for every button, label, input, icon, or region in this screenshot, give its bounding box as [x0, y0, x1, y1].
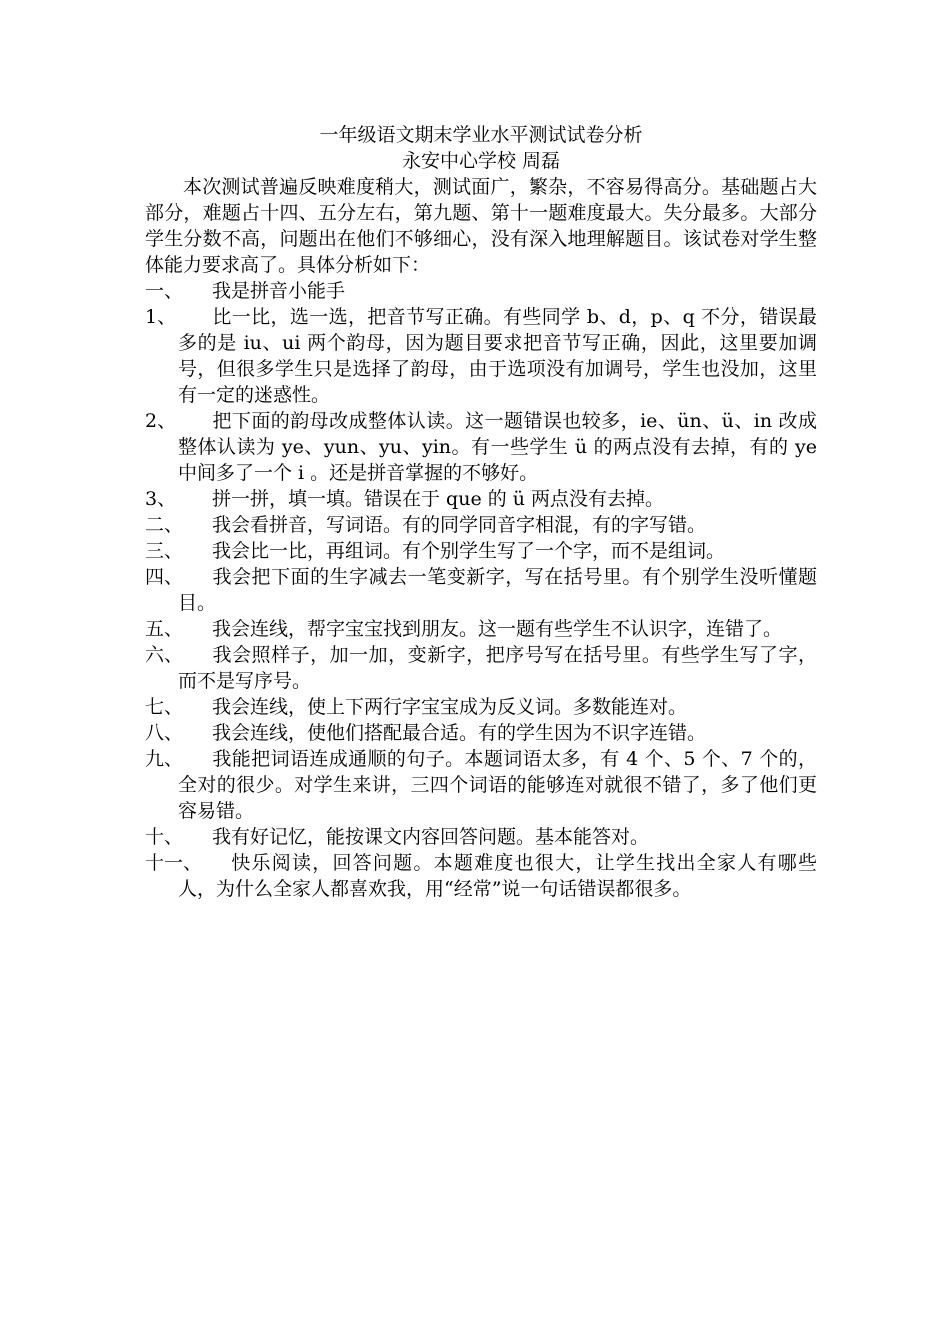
item-marker: 九、 [145, 748, 184, 770]
list-item [145, 564, 817, 616]
item-marker: 十、 [145, 826, 184, 848]
item-text: 我有好记忆，能按课文内容回答问题。基本能答对。 [212, 826, 650, 848]
list-item [145, 720, 817, 746]
item-marker: 2、 [145, 410, 177, 432]
list-item [145, 486, 817, 512]
item-text: 快乐阅读，回答问题。本题难度也很大，让学生找出全家人有哪些人，为什么全家人都喜欢我，用“经常”说一句话错误都很多。 [178, 852, 817, 900]
list-item [145, 824, 817, 850]
item-marker: 一、 [145, 280, 184, 302]
list-item [145, 746, 817, 824]
item-text: 拼一拼，填一填。错误在于 que 的 ü 两点没有去掉。 [212, 488, 665, 510]
item-marker: 十一、 [145, 852, 203, 874]
list-item [145, 616, 817, 642]
list-item [145, 304, 817, 408]
item-text: 我会连线，使他们搭配最合适。有的学生因为不识字连错。 [212, 722, 707, 744]
item-text: 我会把下面的生字减去一笔变新字，写在括号里。有个别学生没听懂题目。 [178, 566, 817, 614]
item-text: 我是拼音小能手 [212, 280, 346, 302]
item-marker: 七、 [145, 696, 184, 718]
item-marker: 四、 [145, 566, 184, 588]
document-page [145, 122, 817, 902]
item-text: 我能把词语连成通顺的句子。本题词语太多，有 4 个、5 个、7 个的，全对的很少。对学生来讲，三四个词语的能够连对就很不错了，多了他们更容易错。 [178, 748, 817, 822]
document-author: 永安中心学校 周磊 [401, 150, 561, 172]
item-marker: 1、 [145, 306, 177, 328]
list-item [145, 850, 817, 902]
item-marker: 3、 [145, 488, 177, 510]
item-text: 我会连线，使上下两行字宝宝成为反义词。多数能连对。 [212, 696, 688, 718]
intro-paragraph: 本次测试普遍反映难度稍大，测试面广，繁杂，不容易得高分。基础题占大部分，难题占十四、五分左右，第九题、第十一题难度最大。失分最多。大部分学生分数不高，问题出在他们不够细心，没有深入地理解题目。该试卷对学生整体能力要求高了。具体分析如下： [145, 176, 817, 276]
list-item [145, 278, 817, 304]
item-text: 比一比，选一选，把音节写正确。有些同学 b、d，p、q 不分，错误最多的是 iu、ui 两个韵母，因为题目要求把音节写正确，因此，这里要加调号，但很多学生只是选择了韵母，由于选项没有加调号，学生也没加，这里有一定的迷惑性。 [178, 306, 817, 406]
item-marker: 八、 [145, 722, 184, 744]
list-item [145, 408, 817, 486]
item-text: 我会连线，帮字宝宝找到朋友。这一题有些学生不认识字，连错了。 [212, 618, 783, 640]
item-text: 把下面的韵母改成整体认读。这一题错误也较多，ie、ün、ü、in 改成整体认读为 ye、yun、yu、yin。有一些学生 ü 的两点没有去掉，有的 ye 中间多了一个 i 。还是拼音掌握的不够好。 [178, 410, 817, 484]
item-marker: 三、 [145, 540, 184, 562]
analysis-list [145, 278, 817, 902]
document-title: 一年级语文期末学业水平测试试卷分析 [319, 124, 643, 146]
item-marker: 五、 [145, 618, 184, 640]
list-item [145, 512, 817, 538]
item-marker: 六、 [145, 644, 184, 666]
item-text: 我会看拼音，写词语。有的同学同音字相混，有的字写错。 [212, 514, 707, 536]
item-marker: 二、 [145, 514, 184, 536]
item-text: 我会照样子，加一加，变新字，把序号写在括号里。有些学生写了字，而不是写序号。 [178, 644, 817, 692]
list-item [145, 694, 817, 720]
list-item [145, 642, 817, 694]
list-item [145, 538, 817, 564]
item-text: 我会比一比，再组词。有个别学生写了一个字，而不是组词。 [212, 540, 726, 562]
